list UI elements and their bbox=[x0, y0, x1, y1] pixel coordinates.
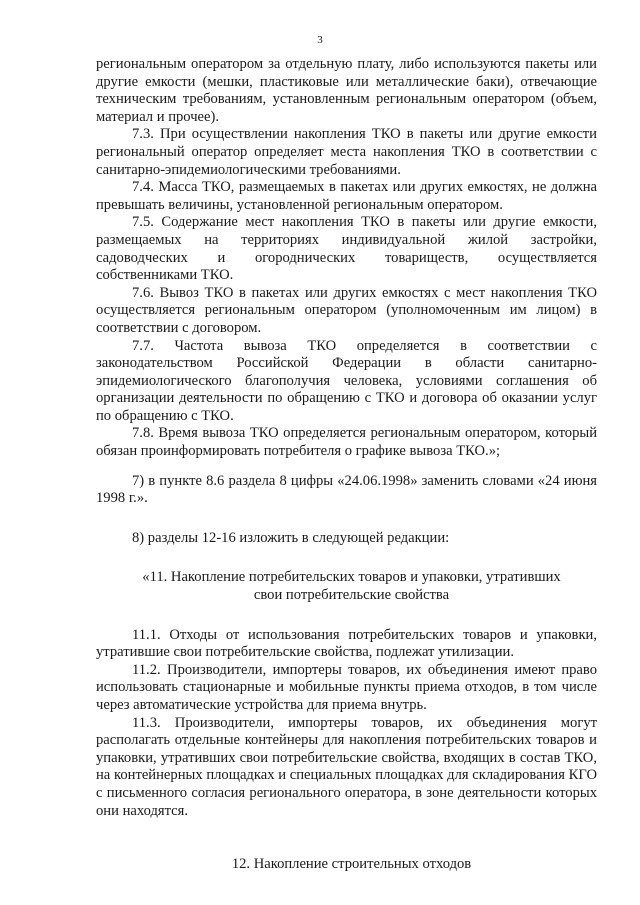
document-body bbox=[96, 56, 597, 874]
section-12-heading: 12. Накопление строительных отходов bbox=[231, 856, 472, 873]
paragraph-11-1: 11.1. Отходы от использования потребительских товаров и упаковки, утратившие свои потребительские свойства, подлежат утилизации. bbox=[96, 626, 597, 661]
amendment-item-8: 8) разделы 12-16 изложить в следующей редакции: bbox=[132, 529, 450, 546]
paragraph-7-4: 7.4. Масса ТКО, размещаемых в пакетах или других емкостях, не должна превышать величины, установленной региональным оператором. bbox=[96, 179, 597, 213]
paragraph-7-7: 7.7. Частота вывоза ТКО определяется в соответствии с законодательством Российской Федерации в области санитарно-эпидемиологического благополучия человека, условиями соглашения об организации деятельности по обращению с ТКО и договора об оказании услуг по обращению с ТКО. bbox=[96, 337, 597, 424]
amendment-item-7: 7) в пункте 8.6 раздела 8 цифры «24.06.1998» заменить словами «24 июня 1998 г.». bbox=[96, 472, 597, 507]
paragraph-7-2-continuation: региональным оператором за отдельную плату, либо используются пакеты или другие емкости (мешки, пластиковые или металлические баки), отвечающие техническим требованиям, установленным региональным оператором (объем, материал и прочее). bbox=[96, 56, 597, 125]
paragraph-11-3: 11.3. Производители, импортеры товаров, их объединения могут располагать отдельные контейнеры для накопления потребительских товаров и упаковки, утративших свои потребительские свойства, входящих в состав ТКО, на контейнерных площадках и специальных площадках для складирования КГО с письменного согласия регионального оператора, в зоне деятельности которых они находятся. bbox=[96, 714, 597, 819]
page-number: 3 bbox=[317, 34, 323, 46]
paragraph-7-8: 7.8. Время вывоза ТКО определяется региональным оператором, который обязан проинформировать потребителя о графике вывоза ТКО.»; bbox=[96, 425, 597, 460]
paragraph-7-6: 7.6. Вывоз ТКО в пакетах или других емкостях с мест накопления ТКО осуществляется региональным оператором (уполномоченным им лицом) в соответствии с договором. bbox=[96, 284, 597, 336]
paragraph-7-3: 7.3. При осуществлении накопления ТКО в пакеты или другие емкости региональный оператор определяет места накопления ТКО в соответствии с санитарно-эпидемиологическими требованиями. bbox=[96, 126, 597, 178]
paragraph-7-5: 7.5. Содержание мест накопления ТКО в пакеты или другие емкости, размещаемых на территориях индивидуальной жилой застройки, садоводческих и огороднических товариществ, осуществляется собственниками ТКО. bbox=[96, 214, 597, 284]
section-11-heading: «11. Накопление потребительских товаров и упаковки, утративших свои потребительские свойства bbox=[142, 569, 561, 604]
paragraph-11-2: 11.2. Производители, импортеры товаров, их объединения имеют право использовать стационарные и мобильные пункты приема отходов, в том числе через автоматические устройства для приема внутрь. bbox=[96, 661, 597, 713]
